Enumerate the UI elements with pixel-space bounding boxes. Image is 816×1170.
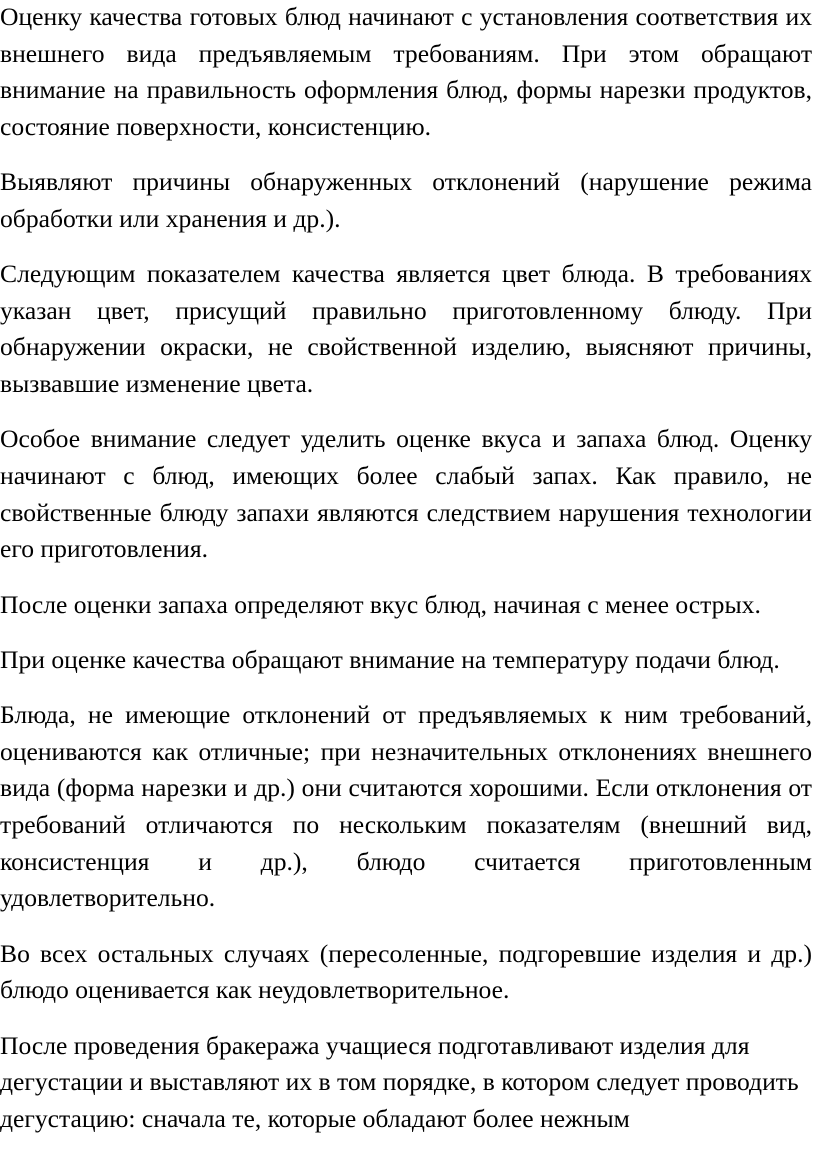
- paragraph-serving-temperature: При оценке качества обращают внимание на температуру подачи блюд.: [0, 644, 780, 674]
- paragraph-appearance-assessment: Оценку качества готовых блюд начинают с установления соответствия их внешнего вида предъявляемым требованиям. При этом обращают внимание на правильность оформления блюд, формы нарезки продуктов, состояние поверхности, консистенцию.: [0, 2, 812, 141]
- paragraph-unsatisfactory-cases: Во всех остальных случаях (пересоленные, подгоревшие изделия и др.) блюдо оценивается как неудовлетворительное.: [0, 938, 812, 1005]
- paragraph-color-assessment: Следующим показателем качества является цвет блюда. В требованиях указан цвет, присущий правильно приготовленному блюду. При обнаружении окраски, не свойственной изделию, выясняют причины, вызвавшие изменение цвета.: [0, 259, 812, 398]
- paragraph-taste-order: После оценки запаха определяют вкус блюд, начиная с менее острых.: [0, 589, 761, 619]
- paragraph-deviation-causes: Выявляют причины обнаруженных отклонений (нарушение режима обработки или хранения и др.).: [0, 167, 812, 233]
- paragraph-grading-criteria: Блюда, не имеющие отклонений от предъявляемых к ним требований, оцениваются как отличные; при незначительных отклонениях внешнего вида (форма нарезки и др.) они считаются хорошими. Если отклонения от требований отличаются по нескольким показателям (внешний вид, консистенция и др.), блюдо считается приготовленным удовлетворительно.: [0, 700, 812, 913]
- paragraph-tasting-preparation: После проведения бракеража учащиеся подготавливают изделия для дегустации и выставляют их в том порядке, в котором следует проводить дегустацию: сначала те, которые обладают более нежным: [0, 1030, 799, 1133]
- paragraph-taste-smell-assessment: Особое внимание следует уделить оценке вкуса и запаха блюд. Оценку начинают с блюд, имеющих более слабый запах. Как правило, не свойственные блюду запахи являются следствием нарушения технологии его приготовления.: [0, 424, 812, 564]
